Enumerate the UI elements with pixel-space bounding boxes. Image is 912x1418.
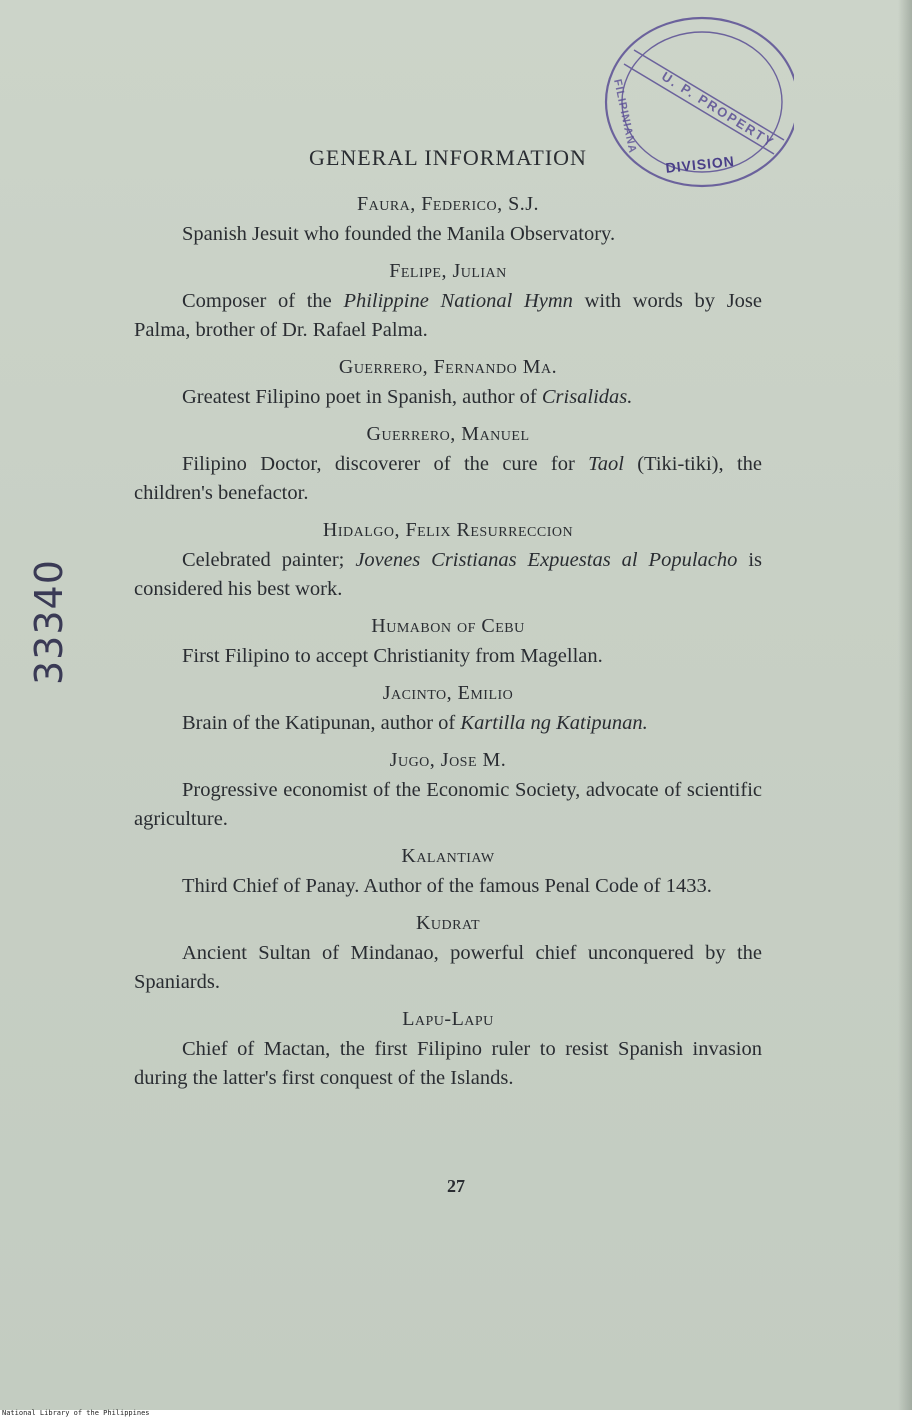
description-text: with words by Jose Palma, brother of Dr. Rafael Palma. (134, 290, 762, 341)
entry-name: Faura, Federico, S.J. (357, 193, 539, 215)
description-text: Brain of the Katipunan, author of (182, 712, 461, 734)
description-text: Celebrated painter; (182, 549, 356, 571)
entry-spacer (134, 834, 762, 842)
description-text: Progressive economist of the Economic Society, advocate of scientific agriculture. (134, 779, 762, 830)
biography-entry (134, 679, 762, 738)
entry-name: Jacinto, Emilio (382, 682, 514, 704)
italic-title: Philippine National Hymn (343, 290, 573, 312)
entry-description (134, 546, 762, 604)
entry-name: Kalantiaw (401, 845, 495, 867)
entry-name: Kudrat (415, 912, 481, 934)
entry-spacer (134, 604, 762, 612)
entry-description (134, 383, 762, 412)
entry-spacer (134, 671, 762, 679)
entry-spacer (134, 738, 762, 746)
biography-entry (134, 746, 762, 834)
entry-description (134, 709, 762, 738)
entry-name: Hidalgo, Felix Resurreccion (322, 519, 574, 541)
page-title-text: GENERAL INFORMATION (309, 145, 587, 170)
biography-entry (134, 257, 762, 345)
italic-title: Kartilla ng Katipunan. (460, 712, 648, 734)
biography-entry (134, 1005, 762, 1093)
italic-title: Jovenes Cristianas Expuestas al Populacho (355, 549, 738, 571)
description-text: is considered his best work. (134, 549, 762, 600)
biography-entries (134, 190, 762, 1093)
description-text: First Filipino to accept Christianity from Magellan. (182, 645, 603, 667)
entry-description (134, 287, 762, 345)
entry-description (134, 220, 762, 249)
biography-entry (134, 353, 762, 412)
entry-spacer (134, 345, 762, 353)
entry-description (134, 872, 762, 901)
entry-description (134, 939, 762, 997)
stamp-text-left: FILIPINIANA (611, 78, 639, 155)
page-number: 27 (447, 1176, 465, 1196)
entry-spacer (134, 997, 762, 1005)
page-edge-shadow (898, 0, 912, 1410)
description-text: Filipino Doctor, discoverer of the cure for (182, 453, 589, 475)
description-text: Ancient Sultan of Mindanao, powerful chief unconquered by the Spaniards. (134, 942, 762, 993)
entry-name: Guerrero, Fernando Ma. (338, 356, 558, 378)
description-text: Composer of the (182, 290, 344, 312)
footer-credit: National Library of the Philippines (2, 1409, 150, 1417)
description-text: Third Chief of Panay. Author of the famous Penal Code of 1433. (182, 875, 712, 897)
entry-spacer (134, 508, 762, 516)
biography-entry (134, 420, 762, 508)
stamp-text-bottom: DIVISION (664, 152, 736, 176)
italic-title: Crisalidas. (541, 386, 633, 408)
description-text: (Tiki-tiki), the children's benefactor. (134, 453, 762, 504)
description-text: Spanish Jesuit who founded the Manila Observatory. (182, 223, 616, 245)
entry-description (134, 776, 762, 834)
entry-name: Humabon of Cebu (371, 615, 525, 637)
entry-spacer (134, 249, 762, 257)
entry-name: Jugo, Jose M. (389, 749, 507, 771)
biography-entry (134, 842, 762, 901)
biography-entry (134, 909, 762, 997)
biography-entry (134, 516, 762, 604)
biography-entry (134, 612, 762, 671)
description-text: Greatest Filipino poet in Spanish, author of (182, 386, 542, 408)
entry-description (134, 450, 762, 508)
handwritten-catalog-number: 33340 (27, 559, 71, 685)
entry-spacer (134, 412, 762, 420)
entry-spacer (134, 901, 762, 909)
italic-title: Taol (588, 453, 624, 475)
entry-name: Guerrero, Manuel (366, 423, 530, 445)
entry-description (134, 642, 762, 671)
entry-name: Felipe, Julian (389, 260, 507, 282)
entry-description (134, 1035, 762, 1093)
description-text: Chief of Mactan, the first Filipino ruler to resist Spanish invasion during the latter's first conquest of the Islands. (134, 1038, 762, 1089)
biography-entry (134, 190, 762, 249)
entry-name: Lapu-Lapu (402, 1008, 494, 1030)
stamp-text-top: U. P. PROPERTY (659, 68, 778, 151)
page-title (0, 145, 912, 171)
